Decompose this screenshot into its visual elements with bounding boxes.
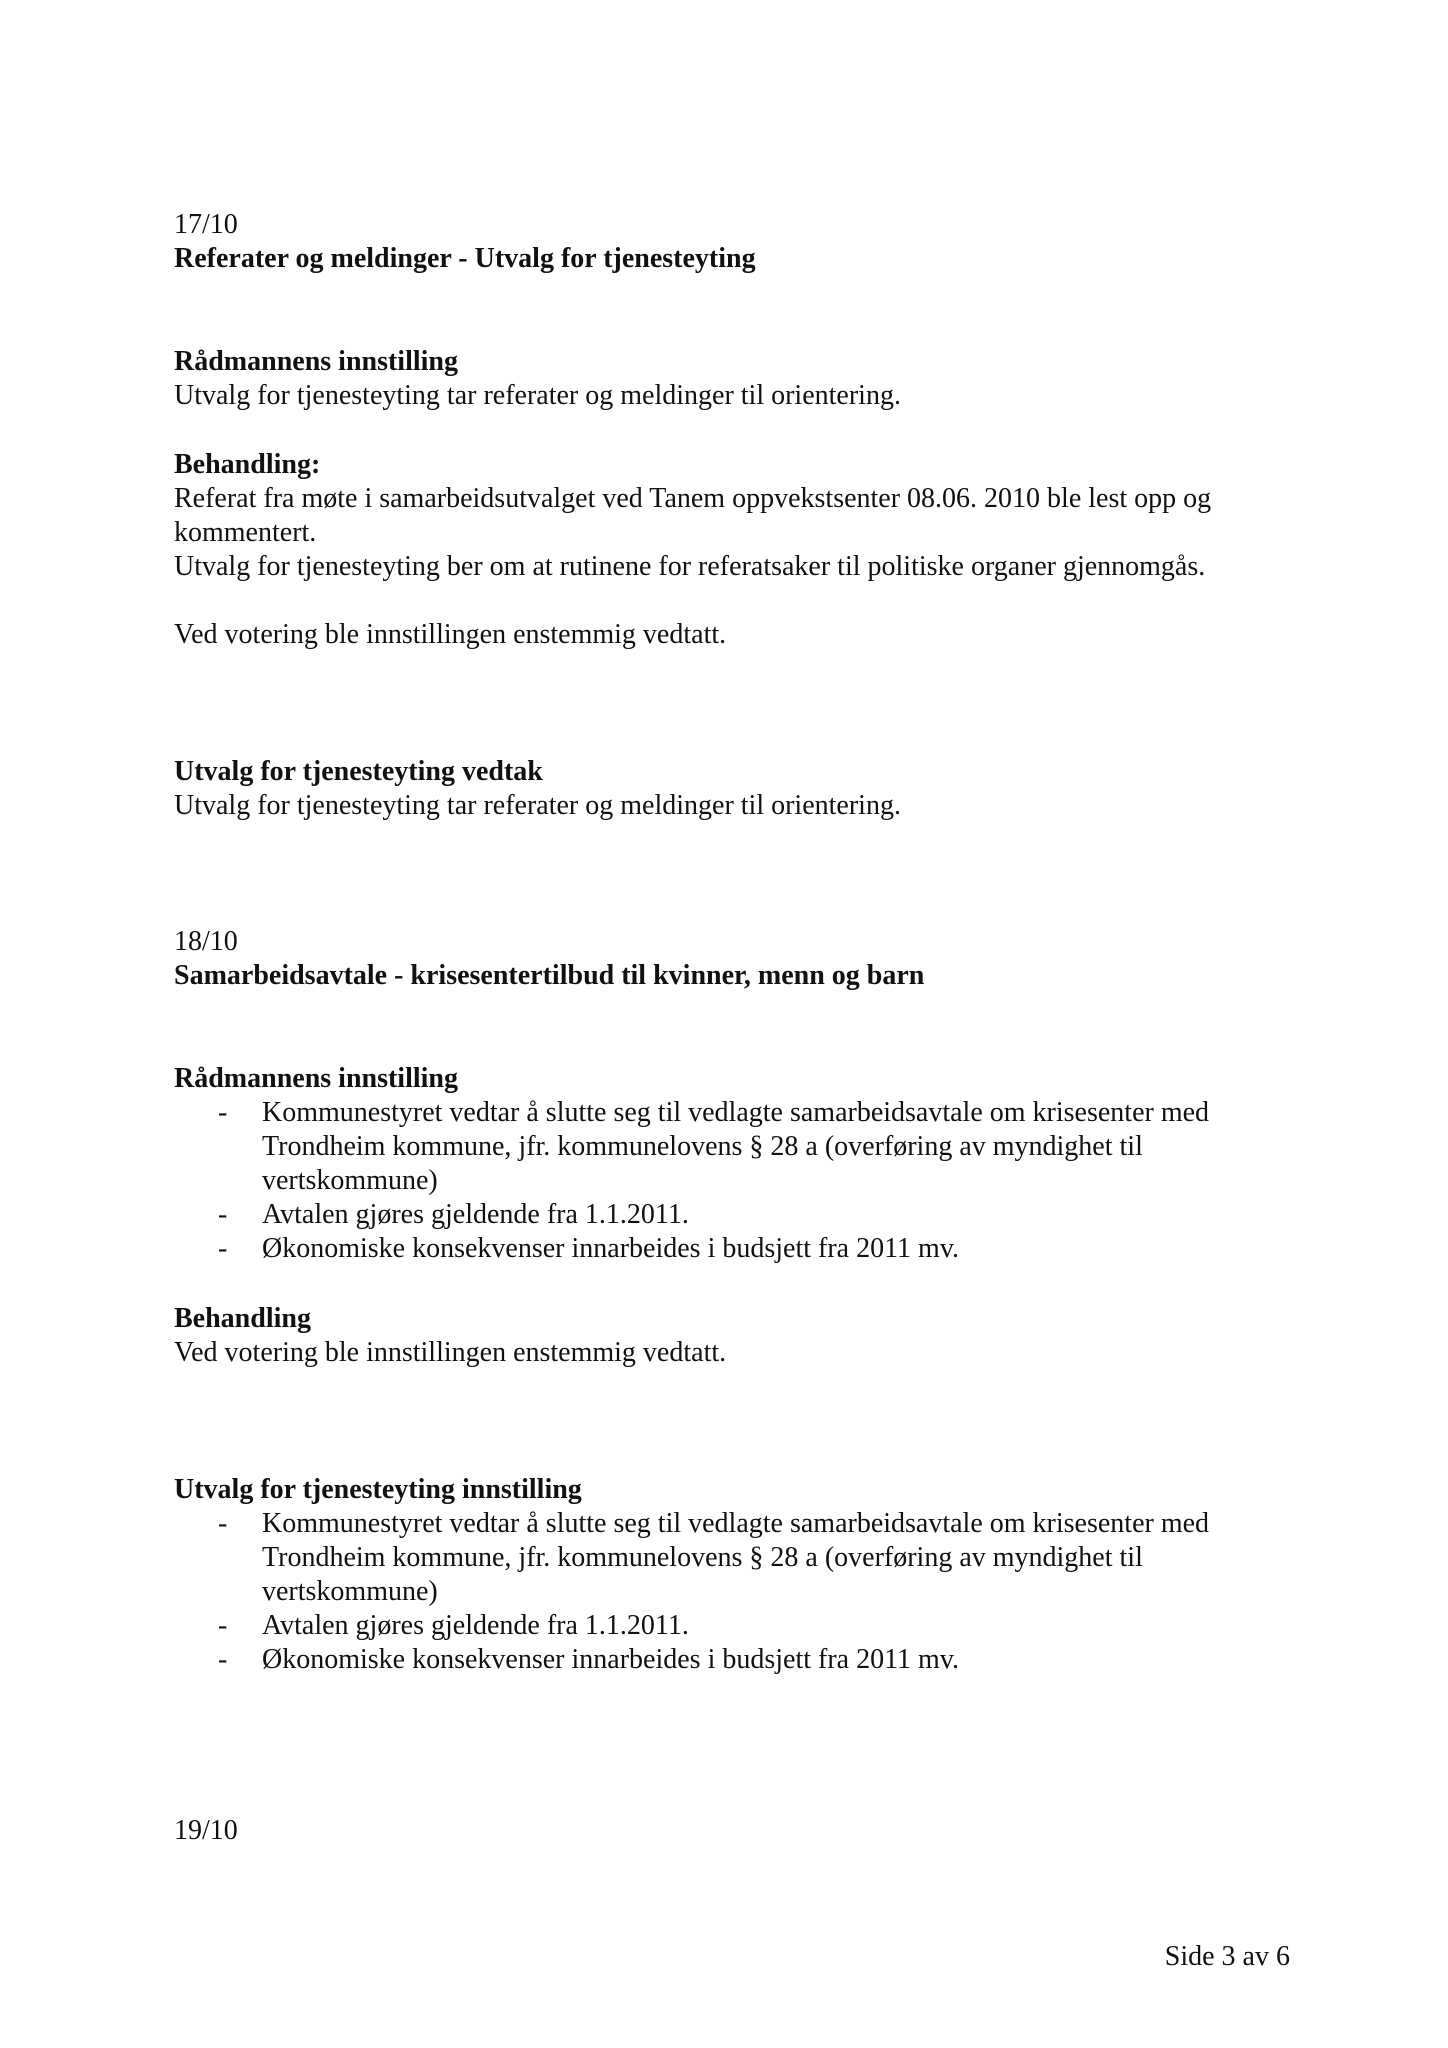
list-item	[174, 1232, 1304, 1266]
recommendation-heading: Rådmannens innstilling	[174, 1063, 458, 1094]
vote-text: Ved votering ble innstillingen enstemmig vedtatt.	[174, 619, 727, 650]
recommendation-text: Utvalg for tjenesteyting tar referater og meldinger til orientering.	[174, 380, 901, 411]
list-dash: -	[218, 1610, 228, 1641]
list-dash: -	[218, 1233, 228, 1264]
committee-heading: Utvalg for tjenesteyting innstilling	[174, 1474, 582, 1505]
list-item-text: Avtalen gjøres gjeldende fra 1.1.2011.	[262, 1199, 689, 1230]
vote-text: Ved votering ble innstillingen enstemmig vedtatt.	[174, 1337, 727, 1368]
case-number: 19/10	[174, 1815, 238, 1846]
list-item-text: Kommunestyret vedtar å slutte seg til vedlagte samarbeidsavtale om krisesenter med Trondheim kommune, jfr. kommunelovens § 28 a (overføring av myndighet til vertskommune)	[262, 1097, 1210, 1196]
list-item-text: Kommunestyret vedtar å slutte seg til vedlagte samarbeidsavtale om krisesenter med Trondheim kommune, jfr. kommunelovens § 28 a (overføring av myndighet til vertskommune)	[262, 1508, 1210, 1607]
list-item	[174, 1096, 1304, 1198]
list-dash: -	[218, 1508, 228, 1539]
treatment-heading: Behandling:	[174, 449, 321, 480]
treatment-line: Utvalg for tjenesteyting ber om at rutinene for referatsaker til politiske organer gjennomgås.	[174, 551, 1206, 582]
list-item-text: Avtalen gjøres gjeldende fra 1.1.2011.	[262, 1610, 689, 1641]
list-item	[174, 1507, 1304, 1609]
list-item	[174, 1643, 1304, 1677]
treatment-line: kommentert.	[174, 517, 317, 548]
treatment-heading: Behandling	[174, 1303, 311, 1334]
case-number: 17/10	[174, 209, 238, 240]
recommendation-list	[174, 1096, 1304, 1266]
list-item	[174, 1198, 1304, 1232]
case-title: Referater og meldinger - Utvalg for tjenesteyting	[174, 243, 756, 274]
list-dash: -	[218, 1199, 228, 1230]
case-number: 18/10	[174, 926, 238, 957]
committee-list	[174, 1507, 1304, 1677]
treatment-line: Referat fra møte i samarbeidsutvalget ved Tanem oppvekstsenter 08.06. 2010 ble lest opp og	[174, 483, 1212, 514]
recommendation-heading: Rådmannens innstilling	[174, 346, 458, 377]
page-number: Side 3 av 6	[1164, 1941, 1290, 1972]
case-title: Samarbeidsavtale - krisesentertilbud til kvinner, menn og barn	[174, 960, 925, 991]
list-item-text: Økonomiske konsekvenser innarbeides i budsjett fra 2011 mv.	[262, 1644, 960, 1675]
decision-text: Utvalg for tjenesteyting tar referater og meldinger til orientering.	[174, 790, 901, 821]
list-item-text: Økonomiske konsekvenser innarbeides i budsjett fra 2011 mv.	[262, 1233, 960, 1264]
decision-heading: Utvalg for tjenesteyting vedtak	[174, 756, 543, 787]
list-dash: -	[218, 1097, 228, 1128]
list-dash: -	[218, 1644, 228, 1675]
list-item	[174, 1609, 1304, 1643]
